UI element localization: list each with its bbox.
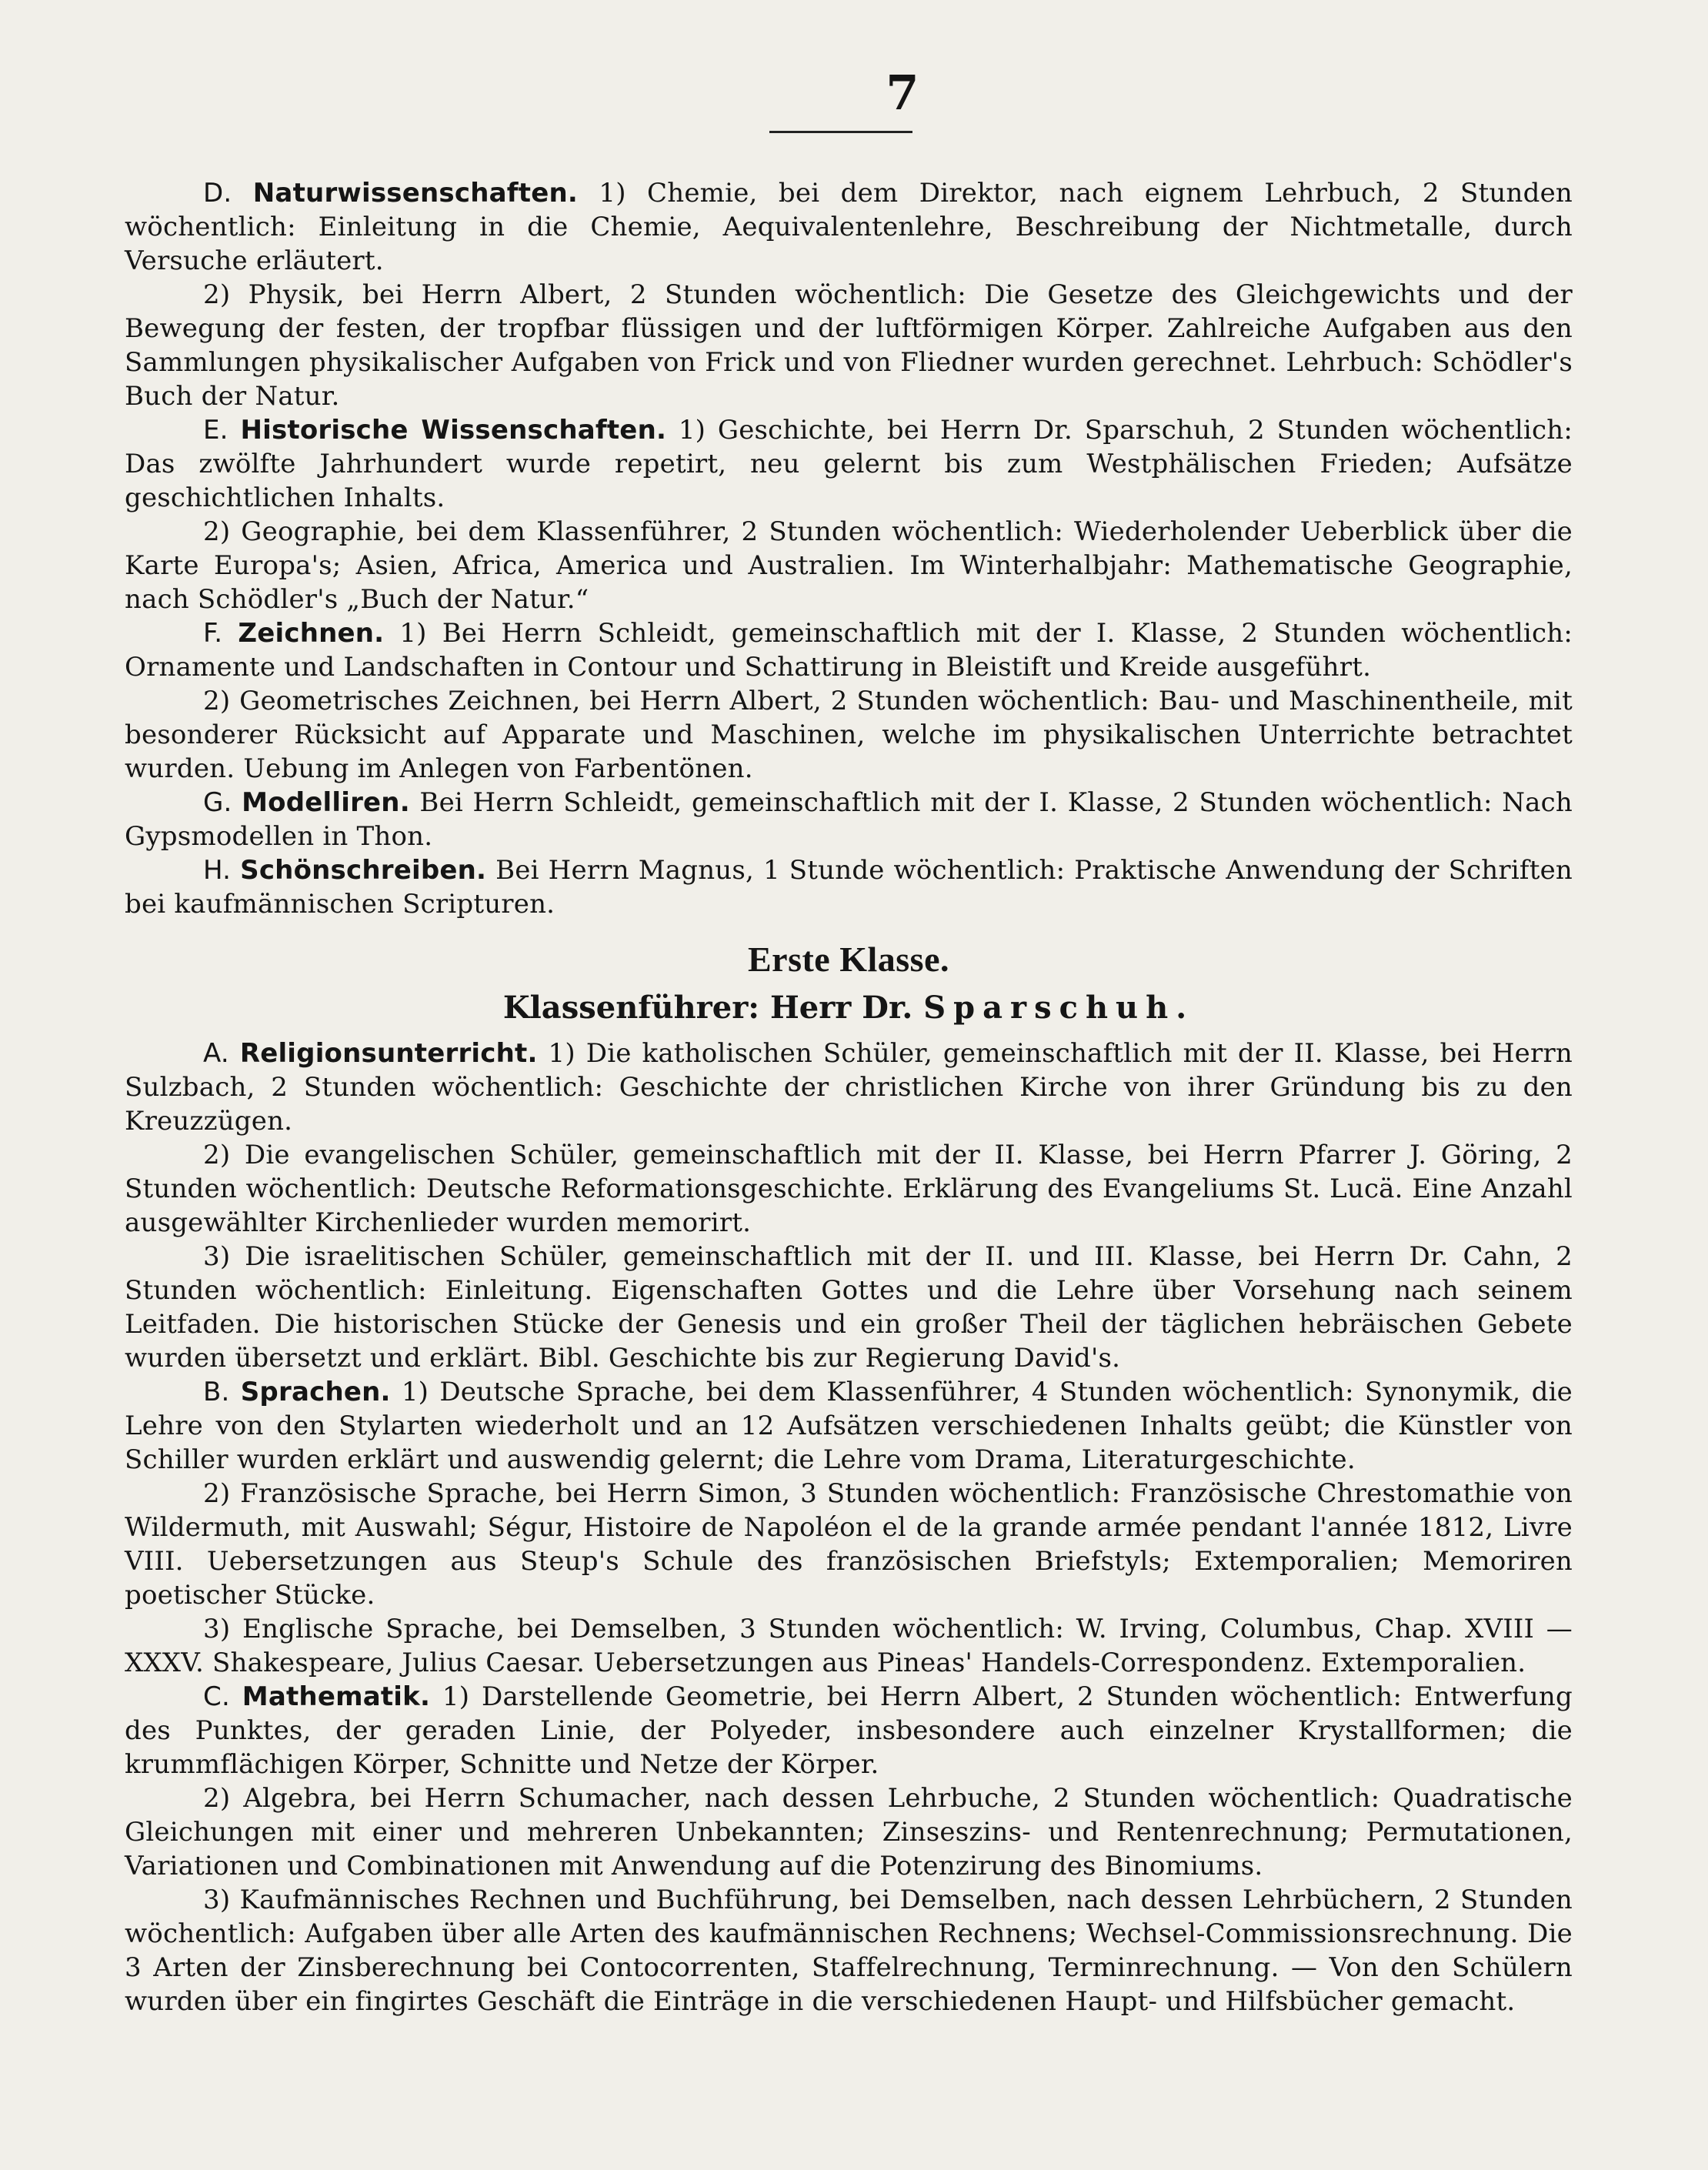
paragraph-text: 1) Geschichte, bei Herrn Dr. Sparschuh, 2 Stunden wöchentlich: Das zwölfte Jahrhundert wurde repetirt, neu gelernt bis zum Westphälischen Frieden; Aufsätze geschichtlichen Inhalts.	[125, 415, 1573, 513]
section-label: B.	[203, 1377, 230, 1407]
paragraph-historische-wissenschaften	[125, 413, 1573, 515]
paragraph-text: 1) Die katholischen Schüler, gemeinschaftlich mit der II. Klasse, bei Herrn Sulzbach, 2 Stunden wöchentlich: Geschichte der christlichen Kirche von ihrer Gründung bis zu den Kreuzzügen.	[125, 1038, 1573, 1137]
section-label: F.	[203, 618, 223, 649]
class-leader-prefix: Klassenführer: Herr Dr.	[502, 990, 913, 1026]
paragraph-religionsunterricht	[125, 1037, 1573, 1138]
paragraph-text: Bei Herrn Schleidt, gemeinschaftlich mit der I. Klasse, 2 Stunden wöchentlich: Nach Gypsmodellen in Thon.	[125, 787, 1573, 852]
section-heading: Historische Wissenschaften.	[240, 415, 667, 446]
paragraph-kaufmaennisches-rechnen: 3) Kaufmännisches Rechnen und Buchführung, bei Demselben, nach dessen Lehrbüchern, 2 Stunden wöchentlich: Aufgaben über alle Arten des kaufmännischen Rechnens; Wechsel-Commissionsrechnung. Die 3 Arten der Zinsberechnung bei Contocorrenten, Staffelrechnung, Terminrechnung. — Von den Schülern wurden über ein fingirtes Geschäft die Einträge in die verschiedenen Haupt- und Hilfsbücher gemacht.	[125, 1885, 1573, 2017]
paragraph-text: 1) Chemie, bei dem Direktor, nach eignem Lehrbuch, 2 Stunden wöchentlich: Einleitung in die Chemie, Aequivalentenlehre, Beschreibung der Nichtmetalle, durch Versuche erläutert.	[125, 178, 1573, 276]
paragraph-evangelische-schueler: 2) Die evangelischen Schüler, gemeinschaftlich mit der II. Klasse, bei Herrn Pfarrer J. Göring, 2 Stunden wöchentlich: Deutsche Reformationsgeschichte. Erklärung des Evangeliums St. Lucä. Eine Anzahl ausgewählter Kirchenlieder wurden memorirt.	[125, 1140, 1573, 1238]
class-leader-name: Sparschuh.	[923, 990, 1195, 1026]
paragraph-israelitische-schueler: 3) Die israelitischen Schüler, gemeinschaftlich mit der II. und III. Klasse, bei Herrn Dr. Cahn, 2 Stunden wöchentlich: Einleitung. Eigenschaften Gottes und die Lehre über Vorsehung nach seinem Leitfaden. Die historischen Stücke der Genesis und ein großer Theil der täglichen hebräischen Gebete wurden übersetzt und erklärt. Bibl. Geschichte bis zur Regierung David's.	[125, 1241, 1573, 1374]
paragraph-franzoesische-sprache: 2) Französische Sprache, bei Herrn Simon, 3 Stunden wöchentlich: Französische Chrestomathie von Wildermuth, mit Auswahl; Ségur, Histoire de Napoléon el de la grande armée pendant l'année 1812, Livre VIII. Uebersetzungen aus Steup's Schule des französischen Briefstyls; Extemporalien; Memoriren poetischer Stücke.	[125, 1478, 1573, 1611]
section-label: D.	[203, 178, 232, 209]
header-rule	[769, 131, 912, 133]
section-heading: Religionsunterricht.	[239, 1038, 538, 1069]
class-title: Erste Klasse.	[747, 940, 949, 979]
section-label: E.	[203, 415, 229, 446]
section-heading: Naturwissenschaften.	[252, 178, 578, 209]
page-number: 7	[886, 65, 919, 121]
section-heading: Schönschreiben.	[240, 855, 487, 886]
paragraph-geometrisches-zeichnen: 2) Geometrisches Zeichnen, bei Herrn Albert, 2 Stunden wöchentlich: Bau- und Maschinentheile, mit besonderer Rücksicht auf Apparate und Maschinen, welche im physikalischen Unterrichte betrachtet wurden. Uebung im Anlegen von Farbentönen.	[125, 686, 1573, 784]
paragraph-text: 1) Deutsche Sprache, bei dem Klassenführer, 4 Stunden wöchentlich: Synonymik, die Lehre von den Stylarten wiederholt und an 12 Aufsätzen verschiedenen Inhalts geübt; die Künstler von Schiller wurden erklärt und auswendig gelernt; die Lehre vom Drama, Literaturgeschichte.	[125, 1377, 1573, 1475]
class-leader-line	[125, 983, 1573, 1033]
section-label: C.	[203, 1681, 230, 1712]
section-label: H.	[203, 855, 232, 886]
section-label: A.	[203, 1038, 229, 1069]
paragraph-text: 1) Darstellende Geometrie, bei Herrn Albert, 2 Stunden wöchentlich: Entwerfung des Punktes, der geraden Linie, der Polyeder, insbesondere auch einzelner Krystallformen; die krummflächigen Körper, Schnitte und Netze der Körper.	[125, 1681, 1573, 1780]
paragraph-mathematik	[125, 1680, 1573, 1781]
paragraph-naturwissenschaften	[125, 176, 1573, 278]
section-heading: Modelliren.	[242, 787, 410, 818]
paragraph-text: 1) Bei Herrn Schleidt, gemeinschaftlich mit der I. Klasse, 2 Stunden wöchentlich: Ornamente und Landschaften in Contour und Schattirung in Bleistift und Kreide ausgeführt.	[125, 618, 1573, 683]
document-body	[125, 176, 1573, 2018]
paragraph-geographie: 2) Geographie, bei dem Klassenführer, 2 Stunden wöchentlich: Wiederholender Ueberblick über die Karte Europa's; Asien, Africa, America und Australien. Im Winterhalbjahr: Mathematische Geographie, nach Schödler's „Buch der Natur.“	[125, 516, 1573, 615]
section-heading: Sprachen.	[240, 1377, 391, 1407]
paragraph-sprachen	[125, 1375, 1573, 1477]
section-heading: Zeichnen.	[238, 618, 385, 649]
section-heading: Mathematik.	[242, 1681, 431, 1712]
paragraph-modelliren	[125, 786, 1573, 853]
paragraph-zeichnen	[125, 616, 1573, 684]
paragraph-algebra: 2) Algebra, bei Herrn Schumacher, nach dessen Lehrbuche, 2 Stunden wöchentlich: Quadratische Gleichungen mit einer und mehreren Unbekannten; Zinseszins- und Rentenrechnung; Permutationen, Variationen und Combinationen mit Anwendung auf die Potenzirung des Binomiums.	[125, 1783, 1573, 1881]
paragraph-schoenschreiben	[125, 853, 1573, 921]
paragraph-englische-sprache: 3) Englische Sprache, bei Demselben, 3 Stunden wöchentlich: W. Irving, Columbus, Chap. XVIII — XXXV. Shakespeare, Julius Caesar. Uebersetzungen aus Pineas' Handels-Correspondenz. Extemporalien.	[125, 1614, 1573, 1678]
paragraph-physik: 2) Physik, bei Herrn Albert, 2 Stunden wöchentlich: Die Gesetze des Gleichgewichts und der Bewegung der festen, der tropfbar flüssigen und der luftförmigen Körper. Zahlreiche Aufgaben aus den Sammlungen physikalischer Aufgaben von Frick und von Fliedner wurden gerechnet. Lehrbuch: Schödler's Buch der Natur.	[125, 279, 1573, 412]
paragraph-text: Bei Herrn Magnus, 1 Stunde wöchentlich: Praktische Anwendung der Schriften bei kaufmännischen Scripturen.	[125, 855, 1573, 920]
section-label: G.	[203, 787, 232, 818]
